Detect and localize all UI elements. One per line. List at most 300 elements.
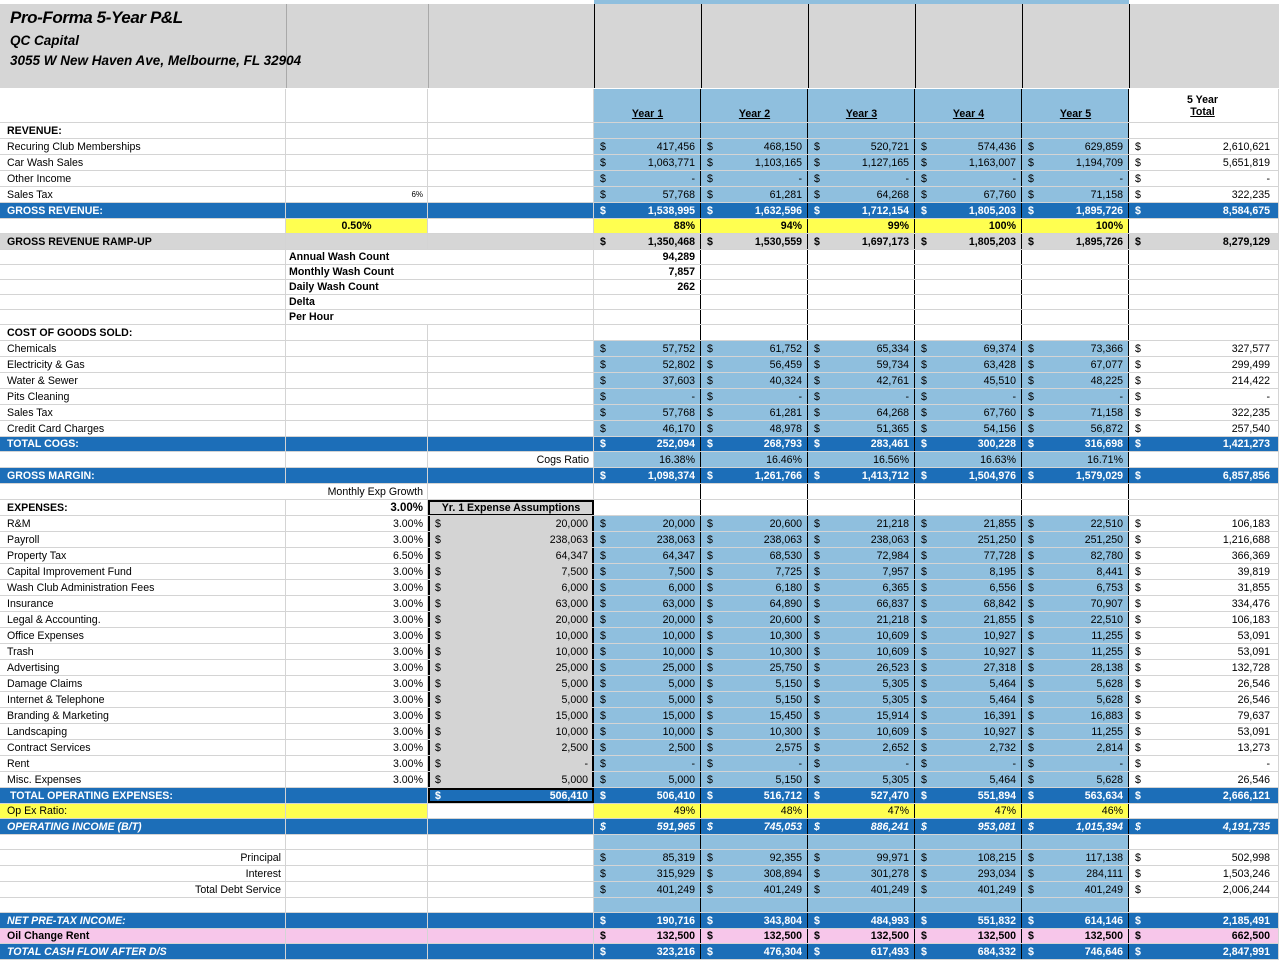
year-1-cell[interactable] xyxy=(594,325,701,340)
col-b-cell[interactable] xyxy=(286,944,428,959)
col-c-cell[interactable] xyxy=(428,325,594,340)
year-4-cell[interactable] xyxy=(915,724,1022,739)
year-1-cell[interactable] xyxy=(594,692,701,707)
year-4-cell[interactable] xyxy=(915,295,1022,309)
col-c-cell[interactable] xyxy=(428,250,594,264)
year-5-cell[interactable] xyxy=(1022,564,1129,579)
year-5-cell[interactable] xyxy=(1022,850,1129,865)
year-3-cell[interactable] xyxy=(808,389,915,404)
year-4-cell[interactable] xyxy=(915,155,1022,170)
col-c-cell[interactable] xyxy=(428,341,594,356)
year-2-cell[interactable] xyxy=(701,596,808,611)
col-c-cell[interactable] xyxy=(428,804,594,818)
year-3-cell[interactable] xyxy=(808,405,915,420)
year-2-cell[interactable] xyxy=(701,405,808,420)
total-cell[interactable] xyxy=(1129,676,1279,691)
year-1-cell[interactable] xyxy=(594,929,701,943)
col-b-cell[interactable] xyxy=(286,341,428,356)
year-5-cell[interactable] xyxy=(1022,155,1129,170)
year-1-cell[interactable] xyxy=(594,203,701,218)
year-2-cell[interactable] xyxy=(701,516,808,531)
year-2-cell[interactable] xyxy=(701,819,808,834)
col-b-cell[interactable] xyxy=(286,532,428,547)
col-c-cell[interactable] xyxy=(428,389,594,404)
total-cell[interactable] xyxy=(1129,628,1279,643)
col-b-cell[interactable] xyxy=(286,628,428,643)
col-b-cell[interactable] xyxy=(286,280,428,294)
total-cell[interactable] xyxy=(1129,421,1279,436)
col-b-cell[interactable] xyxy=(286,724,428,739)
header-cell[interactable] xyxy=(428,4,594,88)
total-cell[interactable] xyxy=(1129,500,1279,515)
year-1-cell[interactable] xyxy=(594,516,701,531)
col-b-cell[interactable] xyxy=(286,644,428,659)
year-1-cell[interactable] xyxy=(594,708,701,723)
year-3-cell[interactable] xyxy=(808,564,915,579)
col-b-cell[interactable] xyxy=(286,819,428,834)
year-3-cell[interactable] xyxy=(808,280,915,294)
total-cell[interactable] xyxy=(1129,660,1279,675)
year-4-cell[interactable] xyxy=(915,612,1022,627)
year-3-cell[interactable] xyxy=(808,373,915,388)
year-5-cell[interactable] xyxy=(1022,357,1129,372)
year-3-cell[interactable] xyxy=(808,484,915,499)
col-c-cell[interactable] xyxy=(428,692,594,707)
row-label-cell[interactable] xyxy=(0,389,286,404)
row-label-cell[interactable] xyxy=(0,171,286,186)
year-3-cell[interactable] xyxy=(808,155,915,170)
row-label-cell[interactable] xyxy=(0,357,286,372)
col-c-cell[interactable] xyxy=(428,644,594,659)
total-cell[interactable] xyxy=(1129,516,1279,531)
year-5-cell[interactable] xyxy=(1022,265,1129,279)
year-1-cell[interactable] xyxy=(594,468,701,483)
col-c-cell[interactable] xyxy=(428,913,594,928)
year-3-cell[interactable] xyxy=(808,341,915,356)
row-label-cell[interactable] xyxy=(0,913,286,928)
year-3-cell[interactable] xyxy=(808,139,915,154)
col-c-cell[interactable] xyxy=(428,421,594,436)
col-b-cell[interactable] xyxy=(286,564,428,579)
col-b-cell[interactable] xyxy=(286,804,428,818)
col-c-cell[interactable] xyxy=(428,139,594,154)
row-label-cell[interactable] xyxy=(0,516,286,531)
year-5-cell[interactable] xyxy=(1022,516,1129,531)
year-3-cell[interactable] xyxy=(808,882,915,897)
year-4-cell[interactable] xyxy=(915,850,1022,865)
year-1-cell[interactable] xyxy=(594,804,701,818)
col-b-cell[interactable] xyxy=(286,788,428,803)
year-4-cell[interactable] xyxy=(915,341,1022,356)
year-1-cell[interactable] xyxy=(594,612,701,627)
total-cell[interactable] xyxy=(1129,437,1279,451)
year-4-cell[interactable] xyxy=(915,676,1022,691)
total-cell[interactable] xyxy=(1129,357,1279,372)
row-label-cell[interactable] xyxy=(0,373,286,388)
year-5-cell[interactable] xyxy=(1022,944,1129,959)
year-4-cell[interactable] xyxy=(915,564,1022,579)
year-3-cell[interactable] xyxy=(808,234,915,249)
year-5-cell[interactable] xyxy=(1022,676,1129,691)
col-b-cell[interactable] xyxy=(286,325,428,340)
col-b-cell[interactable] xyxy=(286,295,428,309)
year-2-cell[interactable] xyxy=(701,500,808,515)
total-cell[interactable] xyxy=(1129,929,1279,943)
row-label-cell[interactable] xyxy=(0,548,286,563)
year-3-cell[interactable] xyxy=(808,295,915,309)
col-c-cell[interactable] xyxy=(428,772,594,787)
year-4-cell[interactable] xyxy=(915,468,1022,483)
year-5-cell[interactable] xyxy=(1022,628,1129,643)
col-b-cell[interactable] xyxy=(286,596,428,611)
year-1-cell[interactable] xyxy=(594,405,701,420)
year-2-cell[interactable] xyxy=(701,484,808,499)
col-b-cell[interactable] xyxy=(286,405,428,420)
year-4-cell[interactable] xyxy=(915,532,1022,547)
year-2-cell[interactable] xyxy=(701,850,808,865)
year-5-cell[interactable] xyxy=(1022,234,1129,249)
year-2-cell[interactable] xyxy=(701,929,808,943)
total-cell[interactable] xyxy=(1129,580,1279,595)
year-1-cell[interactable] xyxy=(594,452,701,467)
year-4-cell[interactable] xyxy=(915,500,1022,515)
year-2-cell[interactable] xyxy=(701,234,808,249)
year-3-cell[interactable] xyxy=(808,898,915,912)
total-cell[interactable] xyxy=(1129,866,1279,881)
col-c-cell[interactable] xyxy=(428,155,594,170)
year-4-cell[interactable] xyxy=(915,692,1022,707)
total-cell[interactable] xyxy=(1129,123,1279,138)
year-5-cell[interactable] xyxy=(1022,139,1129,154)
year-1-cell[interactable] xyxy=(594,660,701,675)
year-1-cell[interactable] xyxy=(594,724,701,739)
row-label-cell[interactable] xyxy=(0,187,286,202)
year-5-cell[interactable] xyxy=(1022,708,1129,723)
header-cell[interactable] xyxy=(1022,4,1129,88)
col-b-cell[interactable] xyxy=(286,265,428,279)
year-3-cell[interactable] xyxy=(808,500,915,515)
col-b-cell[interactable] xyxy=(286,123,428,138)
total-cell[interactable] xyxy=(1129,280,1279,294)
year-3-cell[interactable] xyxy=(808,532,915,547)
col-c-cell[interactable] xyxy=(428,850,594,865)
row-label-cell[interactable] xyxy=(0,835,286,849)
year-5-cell[interactable] xyxy=(1022,835,1129,849)
col-b-cell[interactable] xyxy=(286,389,428,404)
row-label-cell[interactable] xyxy=(0,788,286,803)
year-1-cell[interactable] xyxy=(594,500,701,515)
col-c-cell[interactable] xyxy=(428,452,594,467)
col-b-cell[interactable] xyxy=(286,676,428,691)
year-3-cell[interactable] xyxy=(808,421,915,436)
row-label-cell[interactable] xyxy=(0,341,286,356)
year-4-cell[interactable] xyxy=(915,819,1022,834)
row-label-cell[interactable] xyxy=(0,325,286,340)
col-c-cell[interactable] xyxy=(428,628,594,643)
row-label-cell[interactable] xyxy=(0,234,286,249)
year-4-cell[interactable] xyxy=(915,421,1022,436)
col-c-cell[interactable] xyxy=(428,660,594,675)
year-3-cell[interactable] xyxy=(808,548,915,563)
year-2-cell[interactable] xyxy=(701,532,808,547)
row-label-cell[interactable] xyxy=(0,596,286,611)
year-4-cell[interactable] xyxy=(915,357,1022,372)
year-3-cell[interactable] xyxy=(808,325,915,340)
year-5-cell[interactable] xyxy=(1022,468,1129,483)
year-4-cell[interactable] xyxy=(915,835,1022,849)
year-4-cell[interactable] xyxy=(915,756,1022,771)
total-cell[interactable] xyxy=(1129,325,1279,340)
total-cell[interactable] xyxy=(1129,295,1279,309)
year-4-cell[interactable] xyxy=(915,913,1022,928)
col-c-cell[interactable] xyxy=(428,219,594,233)
row-label-cell[interactable] xyxy=(0,155,286,170)
year-1-cell[interactable] xyxy=(594,676,701,691)
row-label-cell[interactable] xyxy=(0,295,286,309)
year-1-cell[interactable] xyxy=(594,756,701,771)
row-label-cell[interactable] xyxy=(0,944,286,959)
col-b-cell[interactable] xyxy=(286,850,428,865)
year-2-cell[interactable] xyxy=(701,389,808,404)
total-cell[interactable] xyxy=(1129,219,1279,233)
year-1-cell[interactable] xyxy=(594,373,701,388)
year-1-cell[interactable] xyxy=(594,421,701,436)
year-2-cell[interactable] xyxy=(701,295,808,309)
year-1-cell[interactable] xyxy=(594,866,701,881)
year-3-cell[interactable] xyxy=(808,944,915,959)
col-b-cell[interactable] xyxy=(286,898,428,912)
year-5-cell[interactable] xyxy=(1022,788,1129,803)
total-cell[interactable] xyxy=(1129,612,1279,627)
year-3-cell[interactable] xyxy=(808,612,915,627)
col-b-cell[interactable] xyxy=(286,612,428,627)
col-b-cell[interactable] xyxy=(286,866,428,881)
year-3-cell[interactable] xyxy=(808,740,915,755)
row-label-cell[interactable] xyxy=(0,756,286,771)
row-label-cell[interactable] xyxy=(0,468,286,483)
year-3-cell[interactable] xyxy=(808,804,915,818)
year-1-cell[interactable] xyxy=(594,788,701,803)
year-4-cell[interactable] xyxy=(915,866,1022,881)
col-b-cell[interactable] xyxy=(286,740,428,755)
col-b-cell[interactable] xyxy=(286,484,428,499)
col-c-cell[interactable] xyxy=(428,882,594,897)
col-b-cell[interactable] xyxy=(286,468,428,483)
row-label-cell[interactable] xyxy=(0,660,286,675)
year-3-cell[interactable] xyxy=(808,835,915,849)
row-label-cell[interactable] xyxy=(0,452,286,467)
year-2-cell[interactable] xyxy=(701,835,808,849)
row-label-cell[interactable] xyxy=(0,724,286,739)
col-b-cell[interactable] xyxy=(286,882,428,897)
col-b-cell[interactable] xyxy=(286,580,428,595)
year-5-cell[interactable] xyxy=(1022,772,1129,787)
year-3-cell[interactable] xyxy=(808,123,915,138)
year-2-cell[interactable] xyxy=(701,310,808,324)
col-b-cell[interactable] xyxy=(286,234,428,249)
year-4-cell[interactable] xyxy=(915,929,1022,943)
total-cell[interactable] xyxy=(1129,772,1279,787)
total-cell[interactable] xyxy=(1129,452,1279,467)
year-4-cell[interactable] xyxy=(915,898,1022,912)
row-label-cell[interactable] xyxy=(0,219,286,233)
year-3-cell[interactable] xyxy=(808,850,915,865)
col-c-cell[interactable] xyxy=(428,866,594,881)
header-cell[interactable] xyxy=(808,4,915,88)
year-4-cell[interactable] xyxy=(915,373,1022,388)
header-cell[interactable] xyxy=(286,4,428,88)
year-1-header[interactable] xyxy=(594,89,701,122)
year-5-cell[interactable] xyxy=(1022,452,1129,467)
col-b-cell[interactable] xyxy=(286,452,428,467)
row-label-cell[interactable] xyxy=(0,866,286,881)
year-4-cell[interactable] xyxy=(915,203,1022,218)
header-cell[interactable] xyxy=(594,4,701,88)
year-5-cell[interactable] xyxy=(1022,596,1129,611)
year-1-cell[interactable] xyxy=(594,484,701,499)
year-1-cell[interactable] xyxy=(594,341,701,356)
row-label-cell[interactable] xyxy=(0,740,286,755)
total-cell[interactable] xyxy=(1129,234,1279,249)
year-4-cell[interactable] xyxy=(915,740,1022,755)
total-cell[interactable] xyxy=(1129,692,1279,707)
row-label-cell[interactable] xyxy=(0,437,286,451)
year-5-cell[interactable] xyxy=(1022,548,1129,563)
year-4-cell[interactable] xyxy=(915,628,1022,643)
total-header[interactable] xyxy=(1129,89,1279,122)
year-2-cell[interactable] xyxy=(701,740,808,755)
year-1-cell[interactable] xyxy=(594,357,701,372)
col-c-cell[interactable] xyxy=(428,310,594,324)
year-2-cell[interactable] xyxy=(701,944,808,959)
year-5-cell[interactable] xyxy=(1022,341,1129,356)
year-5-cell[interactable] xyxy=(1022,250,1129,264)
total-cell[interactable] xyxy=(1129,835,1279,849)
col-c-cell[interactable] xyxy=(428,532,594,547)
total-cell[interactable] xyxy=(1129,389,1279,404)
year-3-cell[interactable] xyxy=(808,596,915,611)
year-1-cell[interactable] xyxy=(594,850,701,865)
year-1-cell[interactable] xyxy=(594,310,701,324)
year-1-cell[interactable] xyxy=(594,740,701,755)
year-4-cell[interactable] xyxy=(915,123,1022,138)
col-c-cell[interactable] xyxy=(428,724,594,739)
row-label-cell[interactable] xyxy=(0,421,286,436)
year-2-cell[interactable] xyxy=(701,804,808,818)
total-cell[interactable] xyxy=(1129,171,1279,186)
row-label-cell[interactable] xyxy=(0,628,286,643)
year-4-cell[interactable] xyxy=(915,171,1022,186)
col-c-cell[interactable] xyxy=(428,171,594,186)
year-4-cell[interactable] xyxy=(915,596,1022,611)
row-label-cell[interactable] xyxy=(0,89,286,122)
col-c-cell[interactable] xyxy=(428,295,594,309)
year-3-cell[interactable] xyxy=(808,310,915,324)
year-1-cell[interactable] xyxy=(594,295,701,309)
year-1-cell[interactable] xyxy=(594,187,701,202)
col-c-cell[interactable] xyxy=(428,357,594,372)
year-5-cell[interactable] xyxy=(1022,325,1129,340)
total-cell[interactable] xyxy=(1129,944,1279,959)
year-4-cell[interactable] xyxy=(915,644,1022,659)
col-c-cell[interactable] xyxy=(428,265,594,279)
col-b-cell[interactable] xyxy=(286,548,428,563)
col-b-cell[interactable] xyxy=(286,913,428,928)
row-label-cell[interactable] xyxy=(0,676,286,691)
year-4-cell[interactable] xyxy=(915,660,1022,675)
year-1-cell[interactable] xyxy=(594,882,701,897)
year-5-cell[interactable] xyxy=(1022,123,1129,138)
year-4-cell[interactable] xyxy=(915,250,1022,264)
col-c-cell[interactable] xyxy=(428,187,594,202)
year-2-cell[interactable] xyxy=(701,660,808,675)
year-3-cell[interactable] xyxy=(808,913,915,928)
total-cell[interactable] xyxy=(1129,708,1279,723)
year-1-cell[interactable] xyxy=(594,234,701,249)
year-5-cell[interactable] xyxy=(1022,500,1129,515)
year-1-cell[interactable] xyxy=(594,819,701,834)
total-cell[interactable] xyxy=(1129,139,1279,154)
total-cell[interactable] xyxy=(1129,341,1279,356)
year-3-cell[interactable] xyxy=(808,468,915,483)
year-5-cell[interactable] xyxy=(1022,644,1129,659)
year-2-cell[interactable] xyxy=(701,913,808,928)
year-4-cell[interactable] xyxy=(915,389,1022,404)
col-b-cell[interactable] xyxy=(286,139,428,154)
col-c-cell[interactable] xyxy=(428,437,594,451)
col-c-cell[interactable] xyxy=(428,405,594,420)
year-2-cell[interactable] xyxy=(701,280,808,294)
total-cell[interactable] xyxy=(1129,265,1279,279)
year-3-cell[interactable] xyxy=(808,756,915,771)
year-1-cell[interactable] xyxy=(594,265,701,279)
year-1-cell[interactable] xyxy=(594,280,701,294)
year-4-cell[interactable] xyxy=(915,580,1022,595)
year-3-cell[interactable] xyxy=(808,724,915,739)
year-2-cell[interactable] xyxy=(701,219,808,233)
total-cell[interactable] xyxy=(1129,819,1279,834)
year-3-cell[interactable] xyxy=(808,788,915,803)
year-4-cell[interactable] xyxy=(915,310,1022,324)
year-4-cell[interactable] xyxy=(915,708,1022,723)
total-cell[interactable] xyxy=(1129,740,1279,755)
row-label-cell[interactable] xyxy=(0,484,286,499)
year-2-cell[interactable] xyxy=(701,187,808,202)
year-2-cell[interactable] xyxy=(701,203,808,218)
year-5-cell[interactable] xyxy=(1022,295,1129,309)
col-b-cell[interactable] xyxy=(286,437,428,451)
year-4-cell[interactable] xyxy=(915,280,1022,294)
header-cell[interactable] xyxy=(701,4,808,88)
year-5-cell[interactable] xyxy=(1022,280,1129,294)
row-label-cell[interactable] xyxy=(0,708,286,723)
year-5-cell[interactable] xyxy=(1022,898,1129,912)
row-label-cell[interactable] xyxy=(0,580,286,595)
col-c-cell[interactable] xyxy=(428,788,594,803)
year-4-cell[interactable] xyxy=(915,516,1022,531)
col-c-cell[interactable] xyxy=(428,819,594,834)
year-2-cell[interactable] xyxy=(701,692,808,707)
col-c-cell[interactable] xyxy=(428,756,594,771)
year-4-cell[interactable] xyxy=(915,325,1022,340)
year-3-cell[interactable] xyxy=(808,660,915,675)
row-label-cell[interactable] xyxy=(0,139,286,154)
year-2-cell[interactable] xyxy=(701,357,808,372)
col-c-cell[interactable] xyxy=(428,500,594,515)
year-1-cell[interactable] xyxy=(594,389,701,404)
year-5-header[interactable] xyxy=(1022,89,1129,122)
col-c-cell[interactable] xyxy=(428,203,594,218)
